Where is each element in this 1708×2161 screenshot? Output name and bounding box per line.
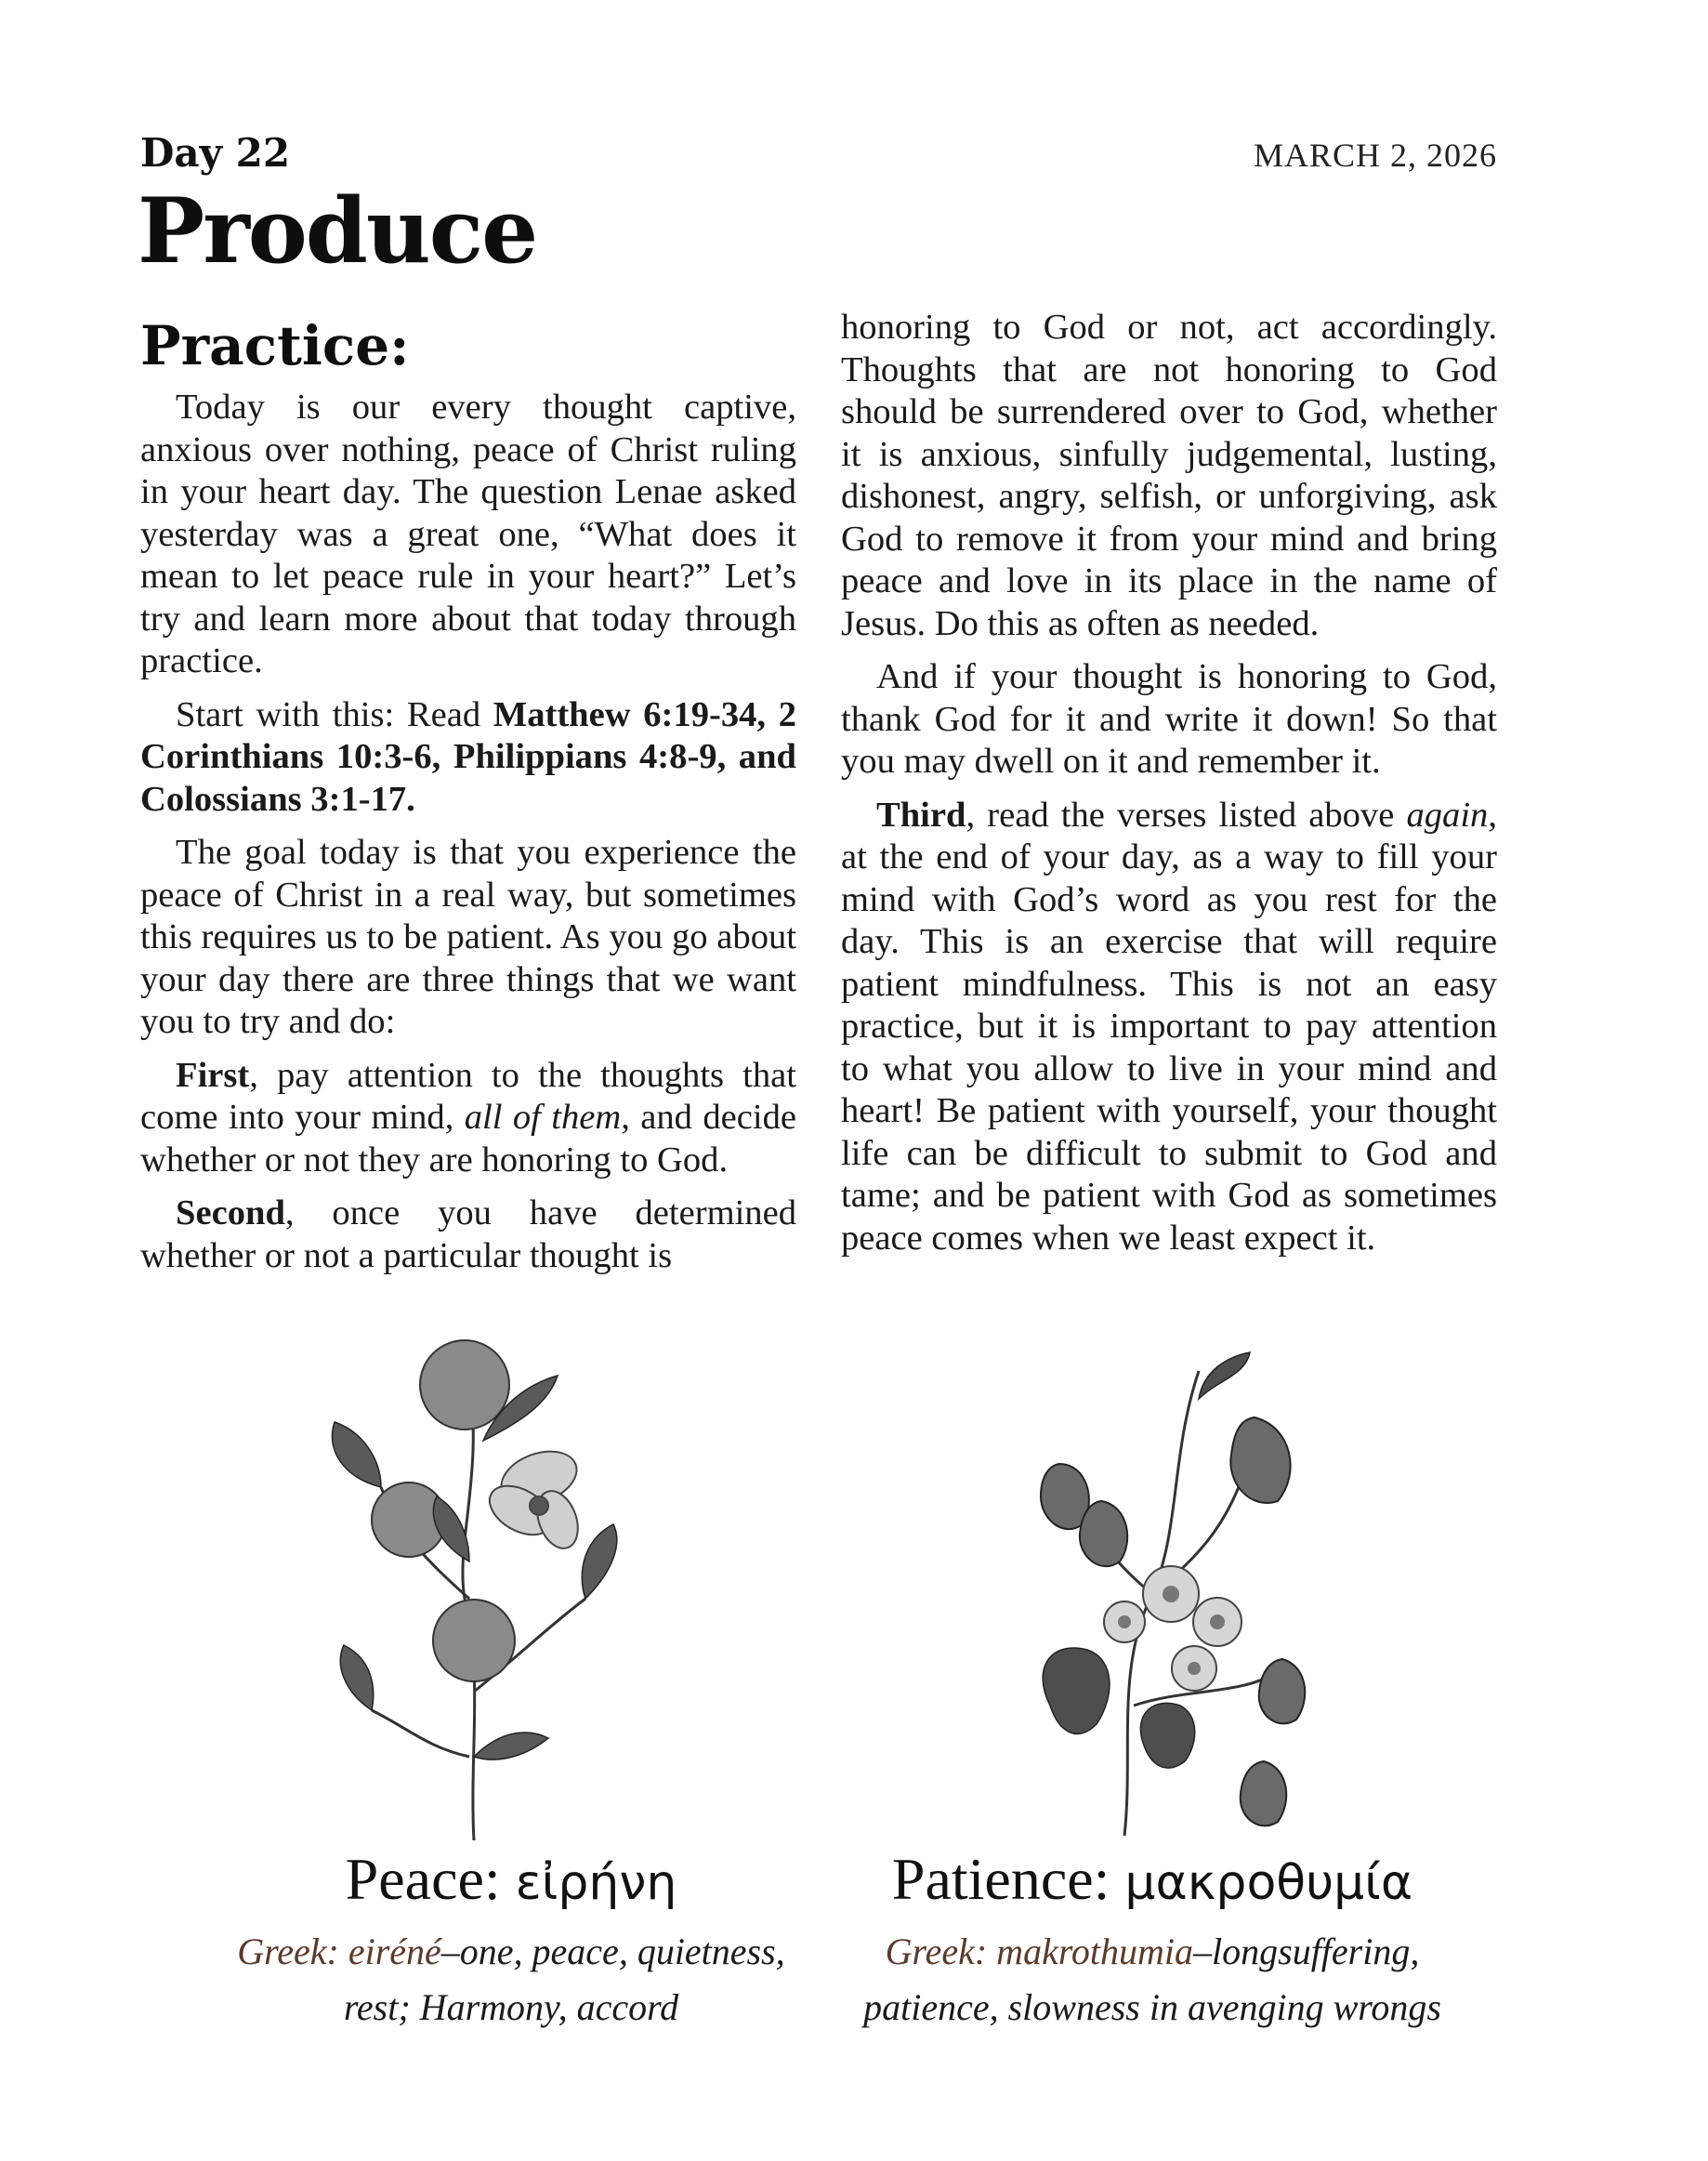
first-text-b: , and decide whether or not they are honoring to God. [140,1098,796,1179]
paragraph-intro: Today is our every thought captive, anxious over nothing, peace of Christ ruling in your heart day. The question Lenae asked yesterday was a great one, “What does it mean to let peace rule in your heart?” Let’s try and learn more about that today through practice. [140,388,796,680]
first-emphasis: all of them [464,1098,622,1137]
paragraph-second [140,1193,796,1277]
third-label: Third [876,795,966,835]
strawberry-plant-illustration [1013,1315,1329,1850]
paragraph-third [841,795,1497,1260]
first-label: First [176,1055,250,1095]
orange-branch-illustration [307,1320,641,1859]
left-column [140,309,796,1288]
patience-greek-label: Greek: makrothumia [885,1930,1194,1972]
read-lead: Start with this: Read [176,694,493,734]
second-text: , once you have determined whether or not a particular thought is [140,1193,796,1275]
paragraph-second-cont: honoring to God or not, act accordingly. Thoughts that are not honoring to God should be surrendered over to God, whether it is anxious, sinfully judgemental, lusting, dishonest, angry, selfish, or unforgiving, ask God to remove it from your mind and bring peace and love in its place in the name of Jesus. Do this as often as needed. [841,308,1497,643]
scripture-refs: Matthew 6:19-34, 2 Corinthians 10:3-6, Philippians 4:8-9, and Colossians 3:1-17. [140,694,796,819]
peace-greek-label: Greek: eiréné [237,1930,441,1972]
date-label: MARCH 2, 2026 [1253,137,1497,174]
paragraph-honoring: And if your thought is honoring to God, thank God for it and write it down! So that you may dwell on it and remember it. [841,657,1497,781]
patience-meaning: –longsuffering, [1193,1930,1420,1972]
third-text-b: , at the end of your day, as a way to fill your mind with God’s word as you rest for the day. This is an exercise that will require patient mindfulness. This is not an easy practice, but it is important to pay attention to what you allow to live in your mind and heart! Be patient with yourself, your thought life can be difficult to submit to God and tame; and be patient with God as sometimes peace comes when we least expect it. [841,795,1497,1258]
patience-word [753,1845,1552,1914]
peace-greek: εἰρήνη [515,1855,677,1911]
peace-meaning-2: rest; Harmony, accord [343,1986,679,2028]
page-title: Produce [138,178,537,283]
patience-term: Patience: [891,1846,1110,1912]
second-label: Second [176,1193,285,1232]
first-text-a: , pay attention to the thoughts that come into your mind, [140,1055,796,1137]
paragraph-read [140,694,796,822]
right-column [841,307,1497,1271]
practice-heading: Practice: [140,314,410,377]
day-label: Day 22 [140,130,291,176]
peace-term: Peace: [345,1846,501,1912]
third-text-a: , read the verses listed above [966,795,1407,835]
paragraph-goal: The goal today is that you experience the peace of Christ in a real way, but sometimes this requires us to be patient. As you go about your day there are three things that we want you to try and do: [140,833,796,1041]
paragraph-first [140,1055,796,1182]
peace-meaning: –one, peace, quietness, [440,1930,785,1972]
patience-greek: μακροθυμία [1124,1855,1413,1911]
patience-definition [753,1924,1552,2036]
third-emphasis: again [1406,795,1489,835]
patience-meaning-2: patience, slowness in avenging wrongs [863,1986,1441,2028]
